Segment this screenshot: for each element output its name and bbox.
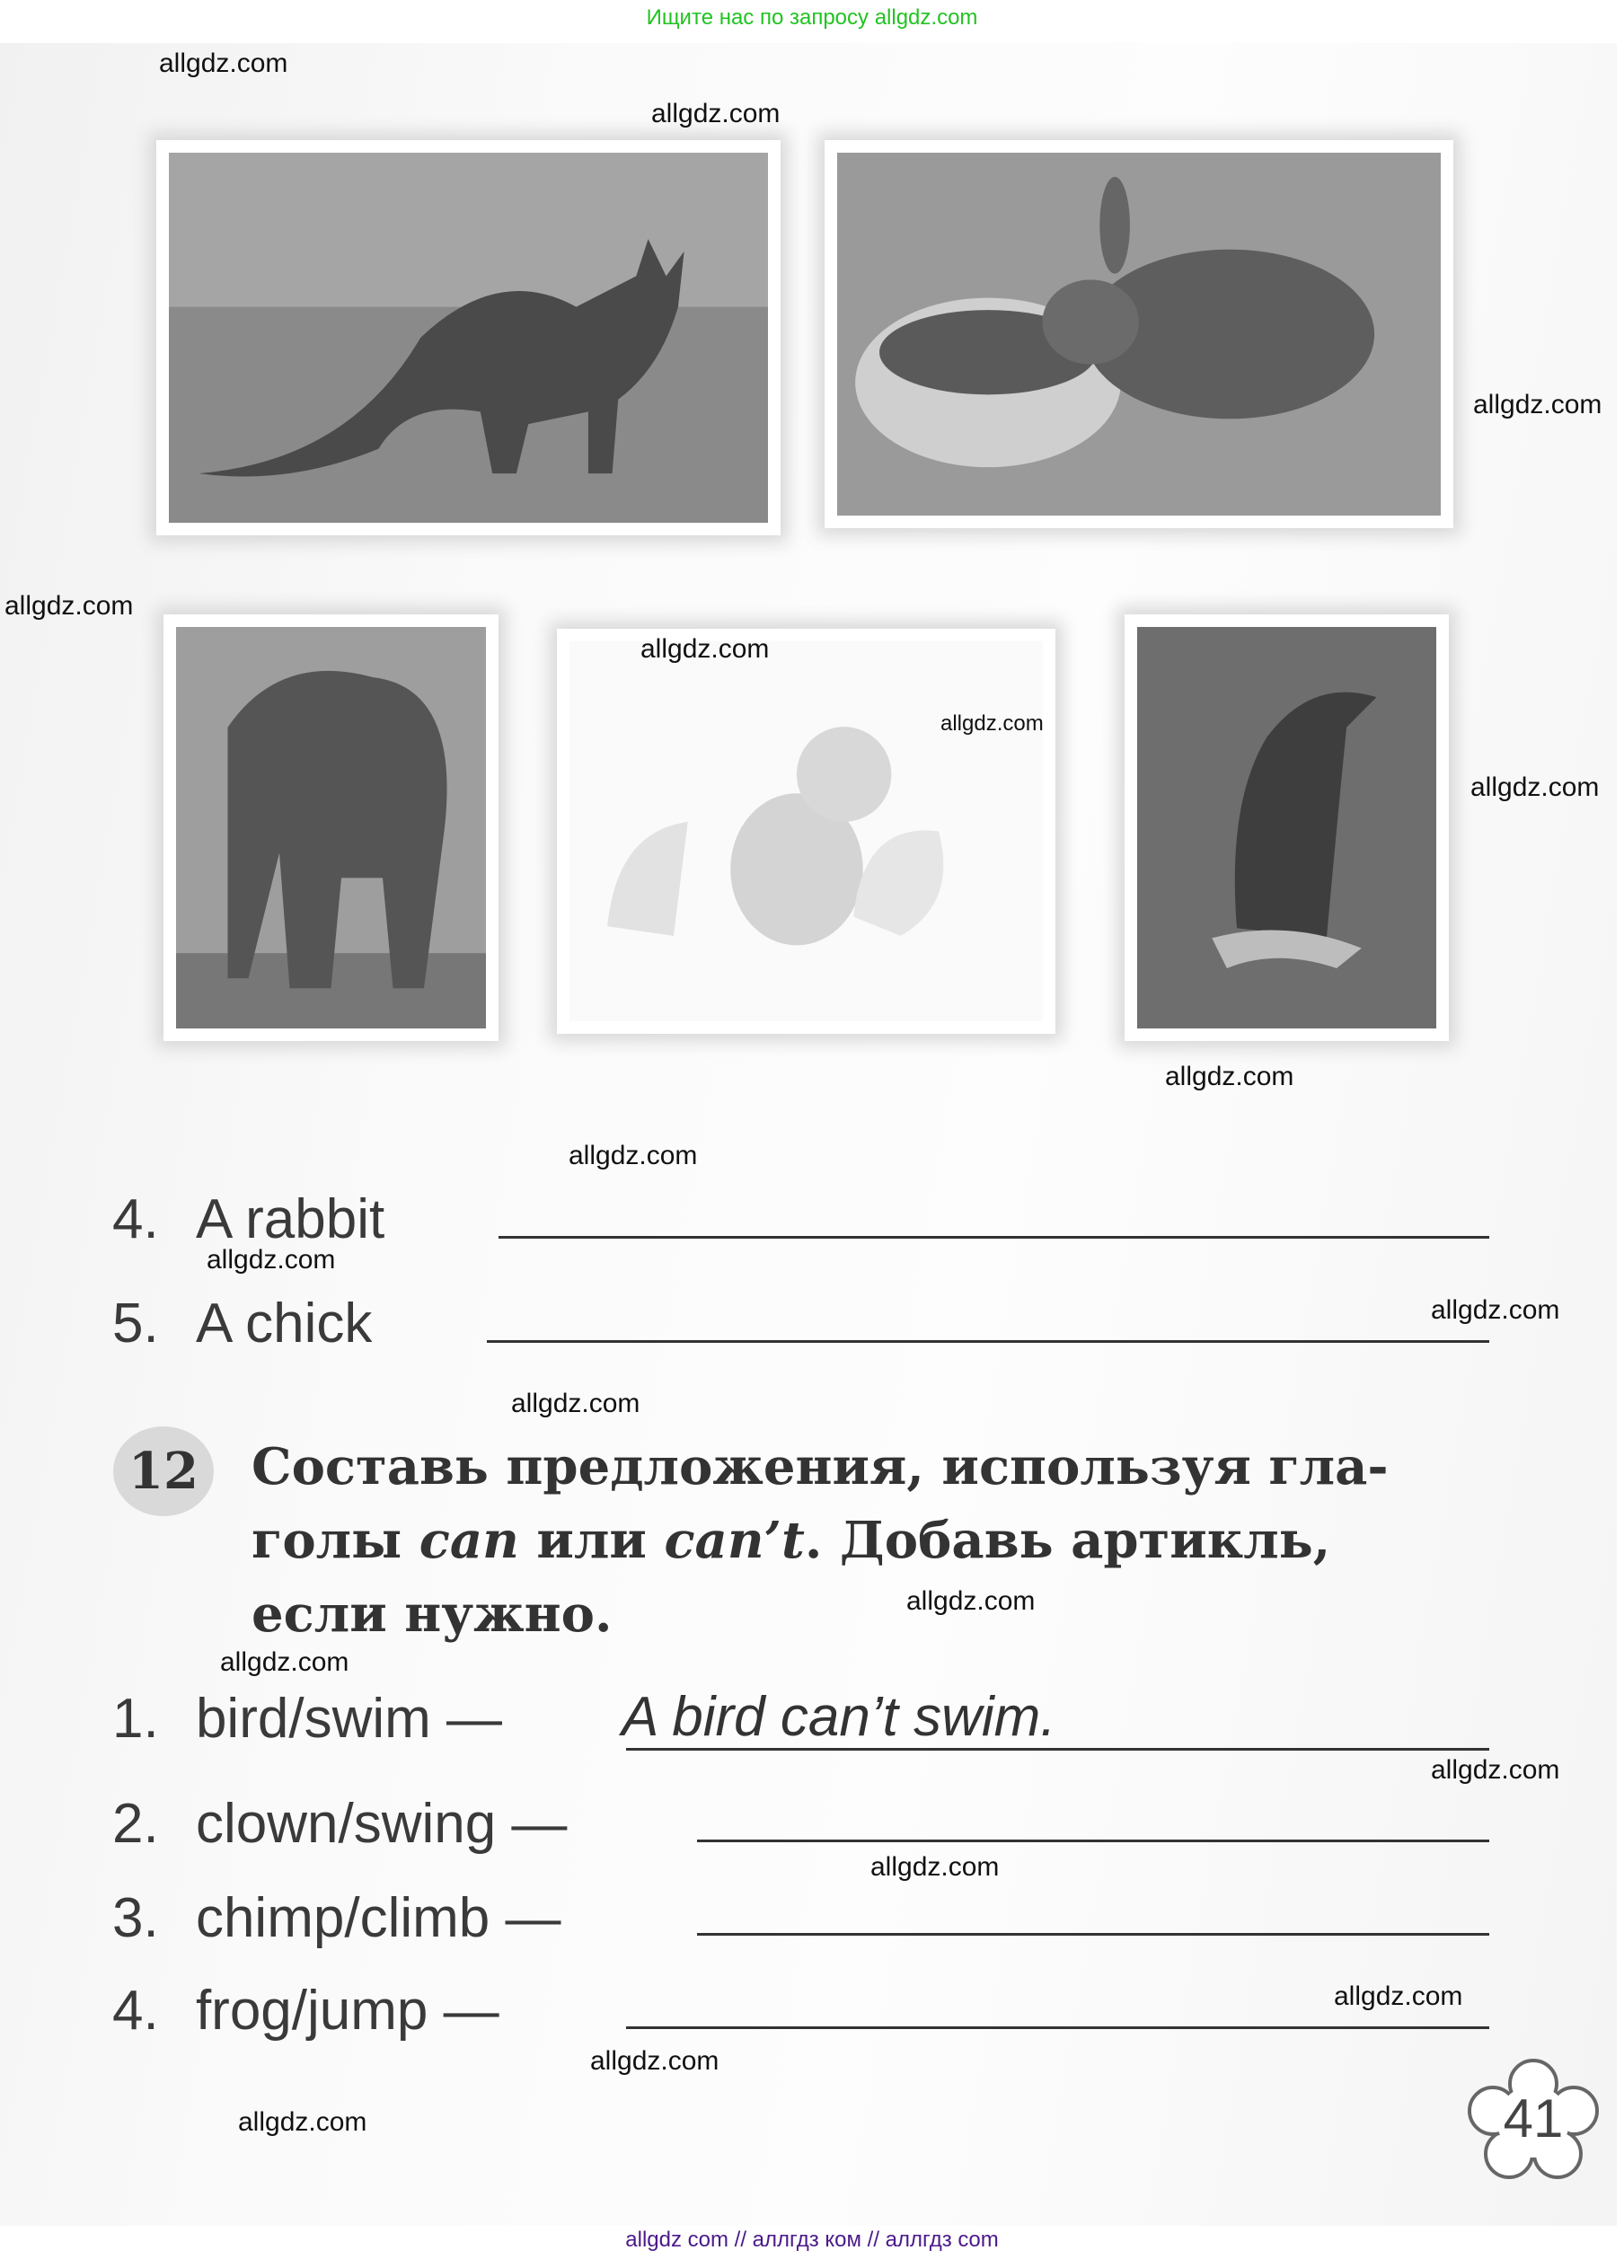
photo-rabbit — [825, 140, 1453, 528]
task-keyword-can: can — [419, 1511, 519, 1570]
answer-line[interactable] — [697, 1840, 1489, 1842]
photo-dolphin — [1125, 614, 1449, 1041]
exercise12-item-2 — [112, 1792, 567, 1856]
task-keyword-cant: can’t — [664, 1511, 805, 1570]
item-number: 3. — [112, 1887, 159, 1949]
item-number: 1. — [112, 1688, 159, 1750]
watermark: allgdz.com — [940, 711, 1044, 736]
watermark: allgdz.com — [1334, 1981, 1463, 2011]
answer-line[interactable] — [487, 1340, 1489, 1343]
page-number-flower — [1466, 2057, 1601, 2183]
exercise12-item-3 — [112, 1886, 560, 1950]
item-prompt: chimp/climb — — [195, 1887, 561, 1949]
task-text: или — [518, 1511, 665, 1570]
task-text: голы — [252, 1511, 419, 1570]
exercise-number-badge: 12 — [113, 1426, 214, 1516]
exercise12-item-4 — [112, 1979, 499, 2043]
photo-elephant — [163, 614, 499, 1041]
watermark: allgdz.com — [1431, 1295, 1560, 1325]
item-text: A rabbit — [195, 1188, 385, 1250]
item-number: 2. — [112, 1793, 159, 1855]
item-prompt: clown/swing — — [195, 1793, 568, 1855]
watermark: allgdz.com — [1473, 390, 1602, 419]
exercise-item-5 — [112, 1292, 372, 1355]
watermark: allgdz.com — [1431, 1755, 1560, 1785]
watermark: allgdz.com — [590, 2046, 719, 2076]
footer-links[interactable]: allgdz com // аллгдз ком // аллгдз com — [625, 2228, 999, 2252]
watermark: allgdz.com — [4, 591, 134, 621]
answer-line[interactable] — [626, 2026, 1489, 2029]
item-prompt: frog/jump — — [195, 1980, 499, 2042]
watermark: allgdz.com — [651, 99, 781, 128]
item-number: 4. — [112, 1188, 159, 1250]
task-text: . Добавь артикль, — [804, 1511, 1331, 1570]
search-banner[interactable]: Ищите нас по запросу allgdz.com — [646, 5, 978, 30]
watermark: allgdz.com — [220, 1647, 349, 1677]
exercise-item-4 — [112, 1187, 384, 1251]
watermark: allgdz.com — [569, 1141, 698, 1170]
watermark: allgdz.com — [906, 1586, 1036, 1616]
answer-line[interactable] — [697, 1933, 1489, 1936]
exercise12-item-1 — [112, 1687, 502, 1751]
watermark: allgdz.com — [640, 634, 770, 664]
photo-chick — [557, 629, 1055, 1034]
filled-answer: A bird can’t swim. — [622, 1686, 1056, 1748]
watermark: allgdz.com — [207, 1245, 336, 1275]
task-line-1: Составь предложения, используя гла- — [252, 1437, 1389, 1496]
watermark: allgdz.com — [238, 2107, 367, 2137]
item-number: 5. — [112, 1293, 159, 1355]
task-line-3: если нужно. — [252, 1584, 613, 1644]
item-prompt: bird/swim — — [195, 1688, 502, 1750]
item-number: 4. — [112, 1980, 159, 2042]
answer-line[interactable] — [499, 1236, 1489, 1239]
watermark: allgdz.com — [159, 49, 288, 78]
page-number: 41 — [1503, 2088, 1564, 2149]
photo-kangaroo — [156, 140, 781, 535]
item-text: A chick — [195, 1293, 373, 1355]
watermark: allgdz.com — [511, 1389, 640, 1418]
watermark: allgdz.com — [1470, 772, 1600, 802]
answer-line[interactable] — [626, 1748, 1489, 1751]
watermark: allgdz.com — [1165, 1062, 1294, 1091]
task-line-2 — [252, 1511, 1330, 1570]
watermark: allgdz.com — [870, 1852, 1000, 1882]
